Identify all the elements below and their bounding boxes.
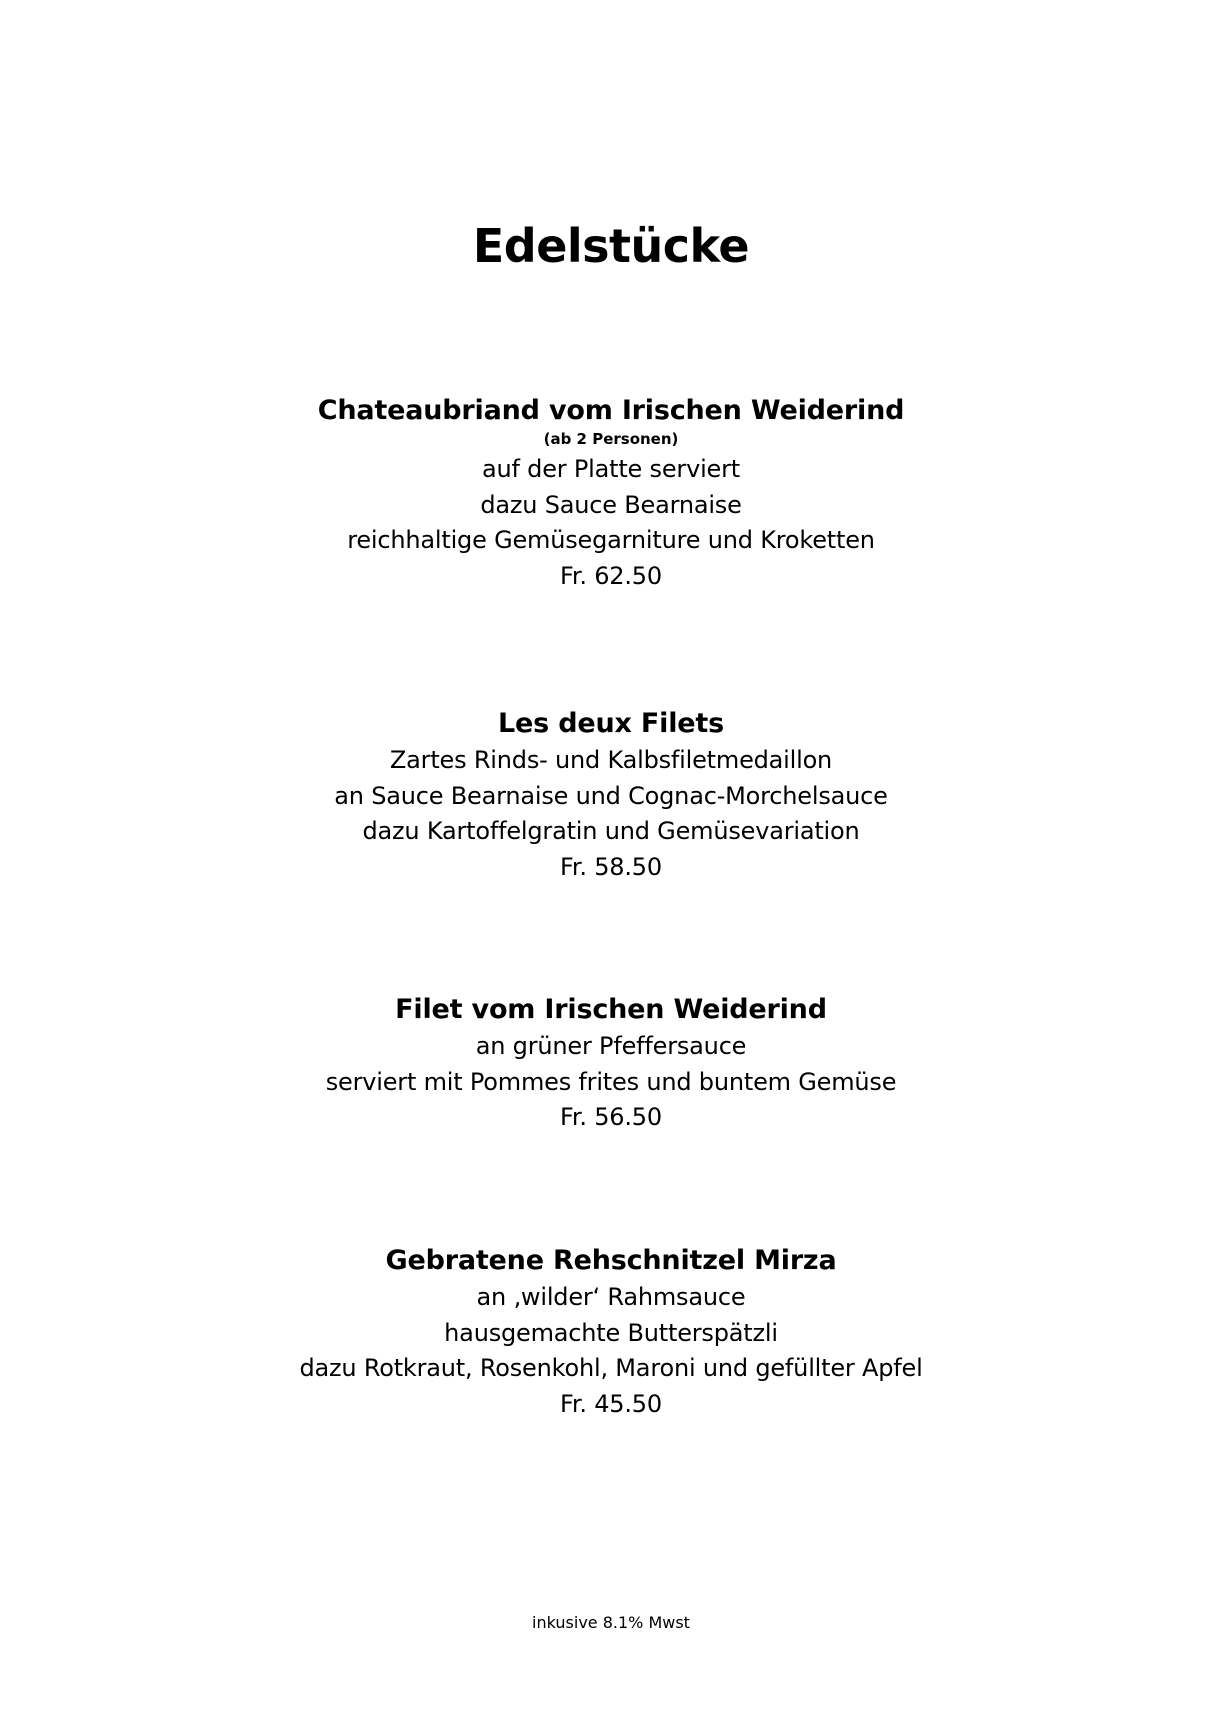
dish-price: Fr. 58.50 <box>560 852 662 881</box>
dish-description: dazu Sauce Bearnaise <box>480 490 742 519</box>
menu-item-chateaubriand <box>0 392 1222 594</box>
vat-note: inkusive 8.1% Mwst <box>532 1613 690 1632</box>
dish-description: an grüner Pfeffersauce <box>475 1032 747 1060</box>
dish-name: Les deux Filets <box>498 708 724 739</box>
dish-description: dazu Rotkraut, Rosenkohl, Maroni und gefüllter Apfel <box>299 1354 923 1382</box>
dish-description: an ‚wilder‘ Rahmsauce <box>476 1283 746 1311</box>
dish-description: dazu Kartoffelgratin und Gemüsevariation <box>362 817 860 845</box>
menu-item-les-deux-filets <box>0 705 1222 885</box>
dish-description: an Sauce Bearnaise und Cognac-Morchelsauce <box>334 781 888 810</box>
dish-description: serviert mit Pommes frites und buntem Gemüse <box>325 1067 897 1096</box>
dish-price: Fr. 56.50 <box>560 1103 662 1131</box>
dish-price: Fr. 62.50 <box>560 561 662 590</box>
menu-item-rehschnitzel <box>0 1242 1222 1422</box>
page-title: Edelstücke <box>472 219 750 273</box>
dish-name: Gebratene Rehschnitzel Mirza <box>385 1245 837 1276</box>
dish-note: (ab 2 Personen) <box>543 430 679 448</box>
dish-price: Fr. 45.50 <box>560 1389 662 1418</box>
dish-name: Filet vom Irischen Weiderind <box>395 994 827 1025</box>
dish-description: auf der Platte serviert <box>481 455 740 483</box>
menu-item-filet-weiderind <box>0 991 1222 1136</box>
dish-description: Zartes Rinds- und Kalbsfiletmedaillon <box>389 746 833 774</box>
dish-name: Chateaubriand vom Irischen Weiderind <box>317 395 905 426</box>
dish-description: reichhaltige Gemüsegarniture und Kroketten <box>347 526 875 554</box>
dish-description: hausgemachte Butterspätzli <box>444 1318 778 1347</box>
